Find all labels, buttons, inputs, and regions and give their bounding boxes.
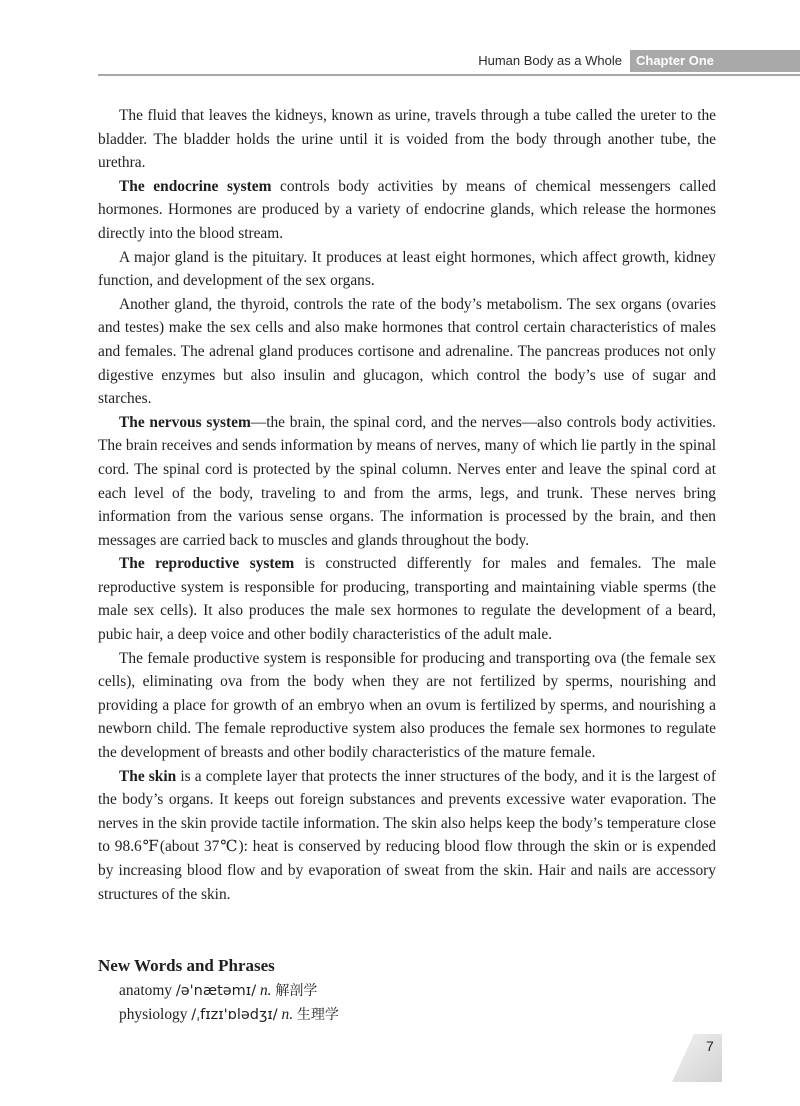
paragraph-thyroid: Another gland, the thyroid, controls the rate of the body’s metabolism. The sex organs (ovaries and testes) make the sex cells and also make hormones that control certain characteristics of males and females. The adrenal gland produces cortisone and adrenaline. The pancreas produces not only digestive enzymes but also insulin and glucagon, which control the body’s use of sugar and starches. [98, 295, 716, 408]
paragraph-endocrine-text: controls body activities by means of chemical messengers called hormones. Hormones are produced by a variety of endocrine glands, which release the hormones directly into the blood stream. [98, 177, 716, 242]
paragraph-skin [98, 765, 716, 907]
term-skin: The skin [119, 767, 177, 785]
vocab-part-of-speech: n. [259, 982, 272, 999]
vocab-word: anatomy [119, 982, 172, 999]
term-endocrine-system: The endocrine system [119, 177, 272, 195]
paragraph-reproductive [98, 552, 716, 646]
running-header [98, 50, 800, 76]
vocab-item [119, 1004, 339, 1026]
paragraph-endocrine [98, 175, 716, 246]
paragraph-skin-text: is a complete layer that protects the inner structures of the body, and it is the largest of the body’s organs. It keeps out foreign substances and prevents excessive water evaporation. The nerves in the skin provide tactile information. The skin also helps keep the body’s temperature close to 98.6℉(about 37℃): heat is conserved by reducing blood flow through the skin or is expended by increasing blood flow and by evaporation of sweat from the skin. Hair and nails are accessory structures of the skin. [98, 767, 716, 903]
body-text [98, 104, 716, 906]
vocab-pronunciation: /ə'nætəmɪ/ [175, 983, 257, 999]
vocab-translation: 解剖学 [275, 983, 318, 999]
vocab-word: physiology [119, 1006, 188, 1023]
paragraph-reproductive-text: is constructed differently for males and females. The male reproductive system is responsible for producing, transporting and maintaining viable sperms (the male sex cells). It also produces the male sex hormones to regulate the development of a beard, pubic hair, a deep voice and other bodily characteristics of the adult male. [98, 555, 716, 644]
chapter-tab: Chapter One [630, 50, 800, 72]
section-heading-new-words: New Words and Phrases [98, 956, 275, 975]
paragraph-pituitary: A major gland is the pituitary. It produces at least eight hormones, which affect growth, kidney function, and development of the sex organs. [98, 248, 716, 290]
vocab-part-of-speech: n. [281, 1006, 294, 1023]
header-title: Human Body as a Whole [478, 53, 622, 68]
paragraph-female: The female productive system is responsible for producing and transporting ova (the female sex cells), eliminating ova from the body when they are not fertilized by sperms, nourishing and providing a place for growth of an embryo when an ovum is fertilized by sperms, and nourishing a newborn child. The female reproductive system also produces the female sex hormones to regulate the development of breasts and other bodily characteristics of the mature female. [98, 649, 716, 762]
term-reproductive-system: The reproductive system [119, 555, 295, 573]
paragraph-nervous-text: —the brain, the spinal cord, and the nerves—also controls body activities. The brain receives and sends information by means of nerves, many of which lie partly in the spinal cord. The spinal cord is protected by the spinal column. Nerves enter and leave the spinal cord at each level of the body, traveling to and from the arms, legs, and trunk. These nerves bring information from the various sense organs. The information is processed by the brain, and then messages are carried back to muscles and glands throughout the body. [98, 413, 716, 549]
page-number: 7 [706, 1038, 714, 1054]
vocab-translation: 生理学 [296, 1007, 339, 1023]
paragraph-urine: The fluid that leaves the kidneys, known as urine, travels through a tube called the ureter to the bladder. The bladder holds the urine until it is voided from the body through another tube, the urethra. [98, 107, 716, 172]
vocab-item [119, 980, 317, 1002]
term-nervous-system: The nervous system [119, 413, 251, 431]
paragraph-nervous [98, 411, 716, 553]
page-corner-tab [672, 1034, 722, 1082]
vocab-pronunciation: /ˌfɪzɪ'ɒlədʒɪ/ [191, 1007, 278, 1023]
